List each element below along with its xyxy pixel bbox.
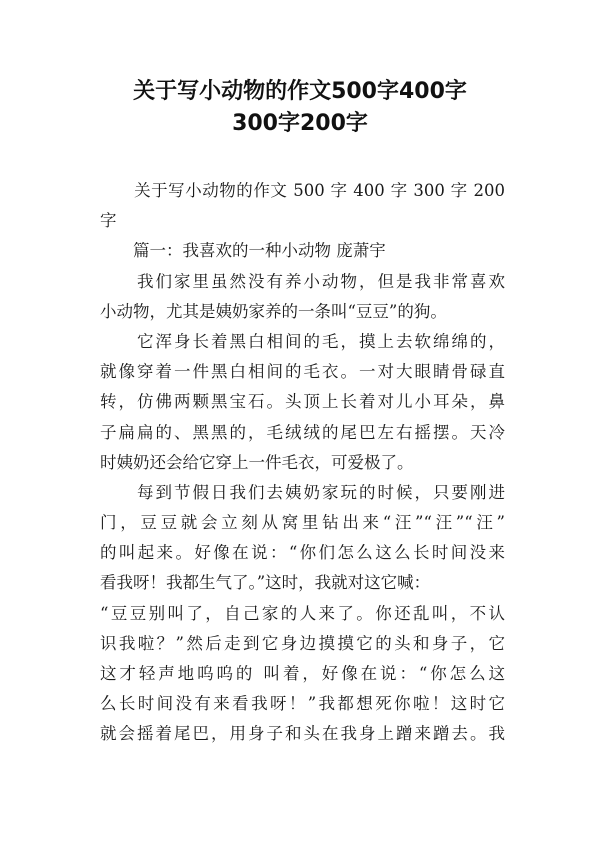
body-line: 时姨奶还会给它穿上一件毛衣，可爱极了。 xyxy=(100,452,414,472)
body-line: 这才轻声地呜呜的 叫着，好像在说：“你怎么这 xyxy=(100,664,505,683)
body-line: 就会摇着尾巴，用身子和头在我身上蹭来蹭去。我 xyxy=(100,724,505,744)
body-line: 识我啦？”然后走到它身边摸摸它的头和身子，它 xyxy=(100,633,505,653)
body-line: 子扁扁的、黑黑的，毛绒绒的尾巴左右摇摆。天冷 xyxy=(100,422,505,442)
body-line: 它浑身长着黑白相间的毛，摸上去软绵绵的， xyxy=(100,331,505,351)
body-line: 篇一：我喜欢的一种小动物 庞萧宇 xyxy=(100,241,386,261)
document-title-line-2: 300字200字 xyxy=(232,111,368,136)
document-title-line-1: 关于写小动物的作文500字400字 xyxy=(133,79,467,104)
body-line: 字 xyxy=(100,211,117,231)
body-line: 我们家里虽然没有养小动物，但是我非常喜欢 xyxy=(100,271,505,291)
body-line: 的叫起来。好像在说：“你们怎么这么长时间没来 xyxy=(100,543,505,563)
body-line: 小动物，尤其是姨奶家养的一条叫“豆豆”的狗。 xyxy=(100,301,447,321)
body-line: 关于写小动物的作文 500 字 400 字 300 字 200 xyxy=(100,181,505,200)
body-line: 就像穿着一件黑白相间的毛衣。一对大眼睛骨碌直 xyxy=(100,362,505,382)
body-line: 门，豆豆就会立刻从窝里钻出来“汪”“汪”“汪” xyxy=(100,513,505,533)
body-line: 么长时间没有来看我呀！”我都想死你啦！这时它 xyxy=(100,694,505,714)
body-line: “豆豆别叫了，自己家的人来了。你还乱叫，不认 xyxy=(100,603,505,623)
body-line: 转，仿佛两颗黑宝石。头顶上长着对儿小耳朵，鼻 xyxy=(100,392,505,412)
body-line: 看我呀！我都生气了。”这时，我就对这它喊： xyxy=(100,573,431,593)
body-line: 每到节假日我们去姨奶家玩的时候，只要刚进 xyxy=(100,482,505,502)
document-body xyxy=(100,176,505,750)
